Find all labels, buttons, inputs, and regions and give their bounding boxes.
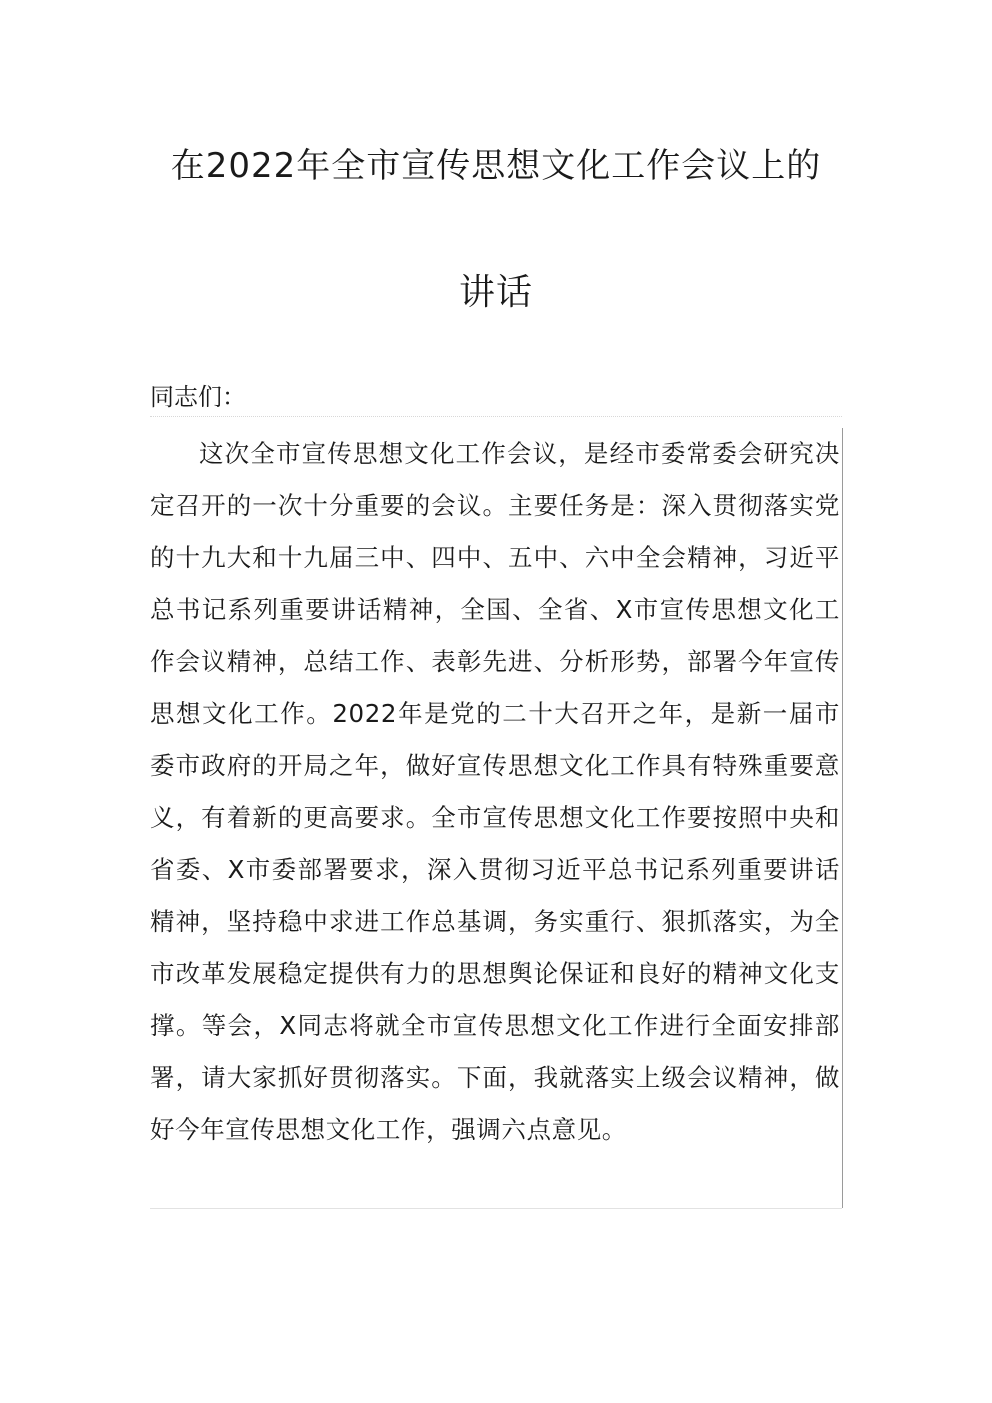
document-title-line-2: 讲话 <box>458 272 533 313</box>
divider-bottom <box>150 1208 842 1209</box>
divider-top <box>150 416 842 417</box>
body-paragraph: 这次全市宣传思想文化工作会议，是经市委常委会研究决定召开的一次十分重要的会议。主要任务是：深入贯彻落实党的十九大和十九届三中、四中、五中、六中全会精神，习近平总书记系列重要讲话精神，全国、全省、X市宣传思想文化工作会议精神，总结工作、表彰先进、分析形势，部署今年宣传思想文化工作。2022年是党的二十大召开之年，是新一届市委市政府的开局之年，做好宣传思想文化工作具有特殊重要意义，有着新的更高要求。全市宣传思想文化工作要按照中央和省委、X市委部署要求，深入贯彻习近平总书记系列重要讲话精神，坚持稳中求进工作总基调，务实重行、狠抓落实，为全市改革发展稳定提供有力的思想舆论保证和良好的精神文化支撑。等会，X同志将就全市宣传思想文化工作进行全面安排部署，请大家抓好贯彻落实。下面，我就落实上级会议精神，做好今年宣传思想文化工作，强调六点意见。 <box>150 428 843 1208</box>
salutation: 同志们： <box>150 383 246 411</box>
document-title-line-1: 在2022年全市宣传思想文化工作会议上的 <box>170 146 822 186</box>
